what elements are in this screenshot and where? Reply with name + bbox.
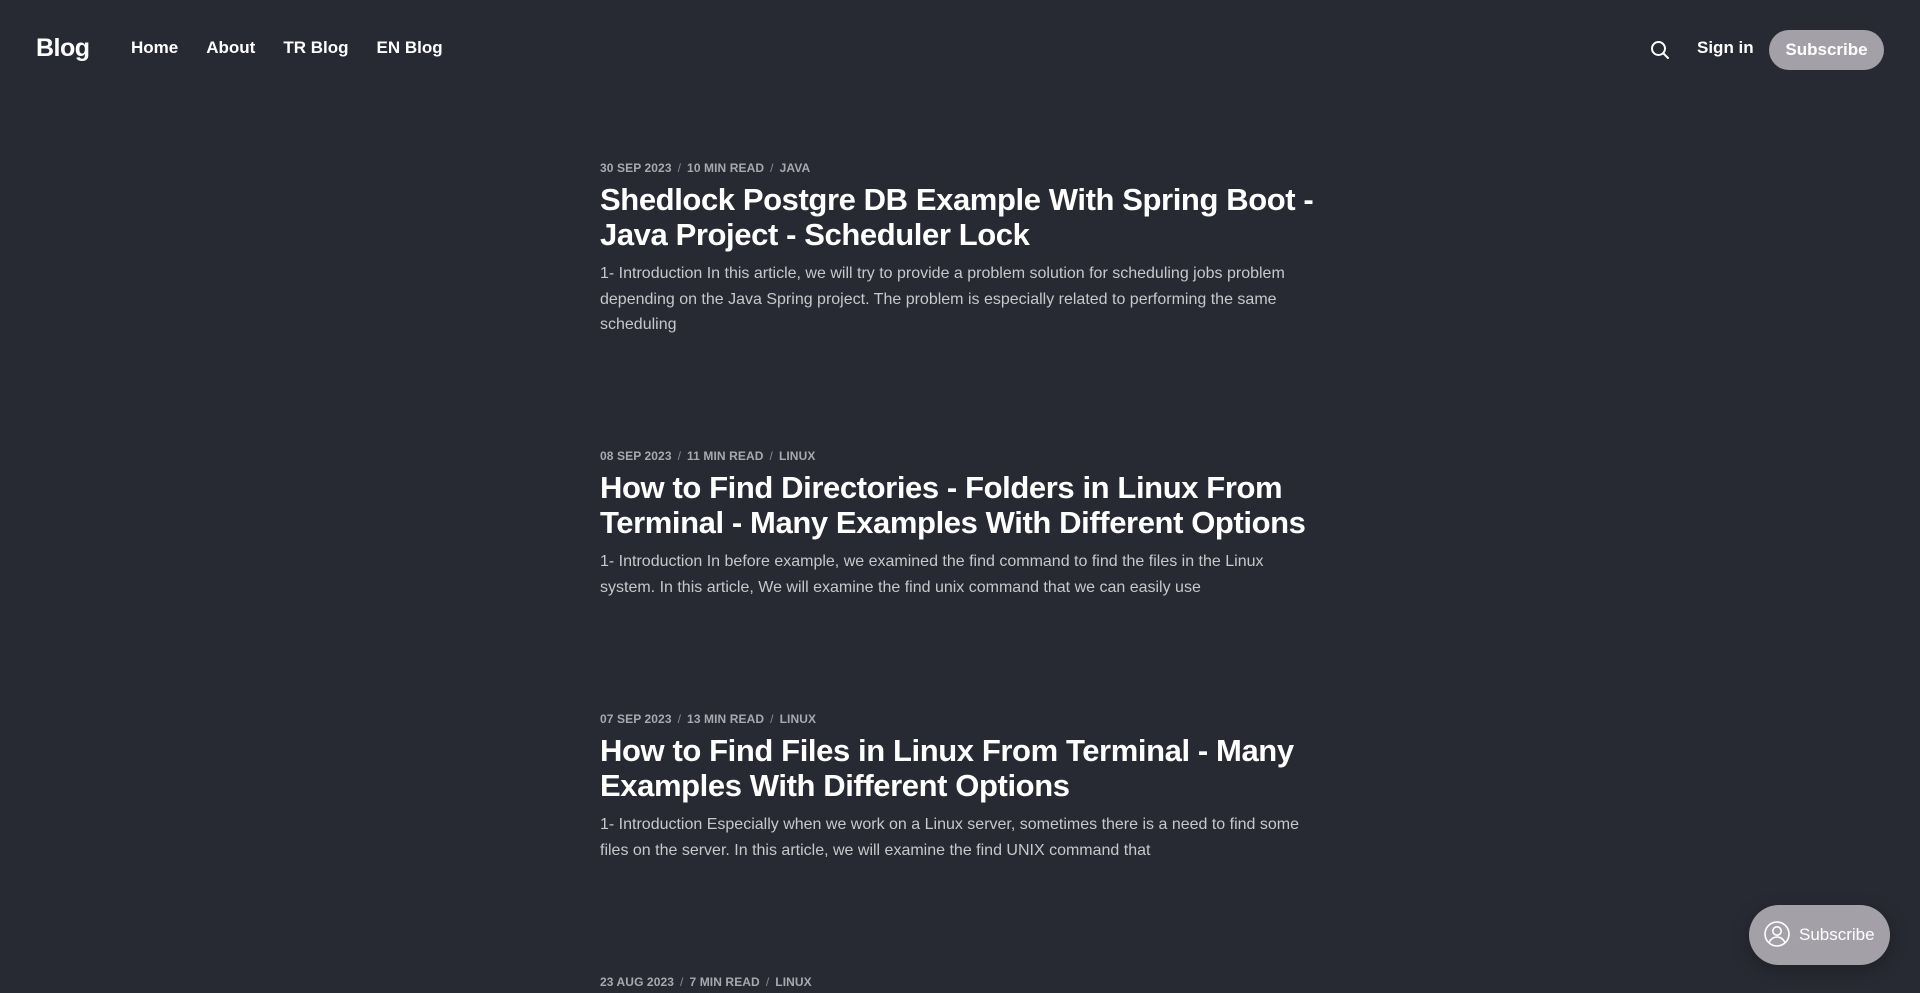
nav-en-blog[interactable]: EN Blog xyxy=(376,38,443,57)
nav-home[interactable]: Home xyxy=(131,38,179,57)
post-tag[interactable]: LINUX xyxy=(778,449,816,463)
nav-about[interactable]: About xyxy=(206,38,256,57)
post-card xyxy=(600,448,1320,600)
post-date: 30 SEP 2023 xyxy=(600,161,672,175)
post-read-time: 10 MIN READ xyxy=(687,161,765,175)
post-date: 08 SEP 2023 xyxy=(600,449,672,463)
post-meta: 30 SEP 2023 / 10 MIN READ / JAVA xyxy=(600,161,811,175)
post-read-time: 13 MIN READ xyxy=(687,712,765,726)
sign-in-link[interactable]: Sign in xyxy=(1697,38,1754,57)
post-excerpt[interactable]: 1- Introduction In this article, we will try to provide a problem solution for scheduling jobs problem depending on the Java Spring project. The problem is especially related to performing the same scheduling xyxy=(600,265,1285,333)
post-tag[interactable]: JAVA xyxy=(779,161,811,175)
post-excerpt[interactable]: 1- Introduction In before example, we examined the find command to find the files in the Linux system. In this article, We will examine the find unix command that we can easily use xyxy=(600,553,1264,596)
post-title xyxy=(600,470,1320,540)
post-date: 23 AUG 2023 xyxy=(600,975,675,989)
post-title-link[interactable]: Shedlock Postgre DB Example With Spring Boot - Java Project - Scheduler Lock xyxy=(600,182,1314,252)
post-title xyxy=(600,182,1320,252)
subscribe-button[interactable]: Subscribe xyxy=(1769,30,1884,70)
post-meta: 07 SEP 2023 / 13 MIN READ / LINUX xyxy=(600,712,817,726)
post-title-link[interactable]: How to Find Directories - Folders in Linux From Terminal - Many Examples With Different Options xyxy=(600,470,1306,540)
post-read-time: 7 MIN READ xyxy=(689,975,760,989)
post-date: 07 SEP 2023 xyxy=(600,712,672,726)
main-nav xyxy=(131,38,443,58)
post-card xyxy=(600,160,1320,338)
post-title-link[interactable]: How to Find Files in Linux From Terminal - Many Examples With Different Options xyxy=(600,733,1294,803)
post-meta: 23 AUG 2023 / 7 MIN READ / LINUX xyxy=(600,975,812,989)
site-header xyxy=(0,0,1920,100)
search-icon[interactable] xyxy=(1648,38,1672,62)
post-excerpt[interactable]: 1- Introduction Especially when we work on a Linux server, sometimes there is a need to find some files on the server. In this article, we will examine the find UNIX command that xyxy=(600,816,1300,859)
post-tag[interactable]: LINUX xyxy=(775,975,812,989)
user-circle-icon xyxy=(1763,920,1791,951)
post-card xyxy=(600,711,1320,863)
nav-tr-blog[interactable]: TR Blog xyxy=(283,38,349,57)
portal-subscribe-button[interactable] xyxy=(1749,905,1890,965)
post-tag[interactable]: LINUX xyxy=(779,712,817,726)
portal-subscribe-label: Subscribe xyxy=(1799,925,1875,944)
post-title xyxy=(600,733,1320,803)
site-logo[interactable]: Blog xyxy=(36,34,90,62)
post-meta: 08 SEP 2023 / 11 MIN READ / LINUX xyxy=(600,449,816,463)
post-read-time: 11 MIN READ xyxy=(687,449,764,463)
post-card xyxy=(600,974,1320,990)
